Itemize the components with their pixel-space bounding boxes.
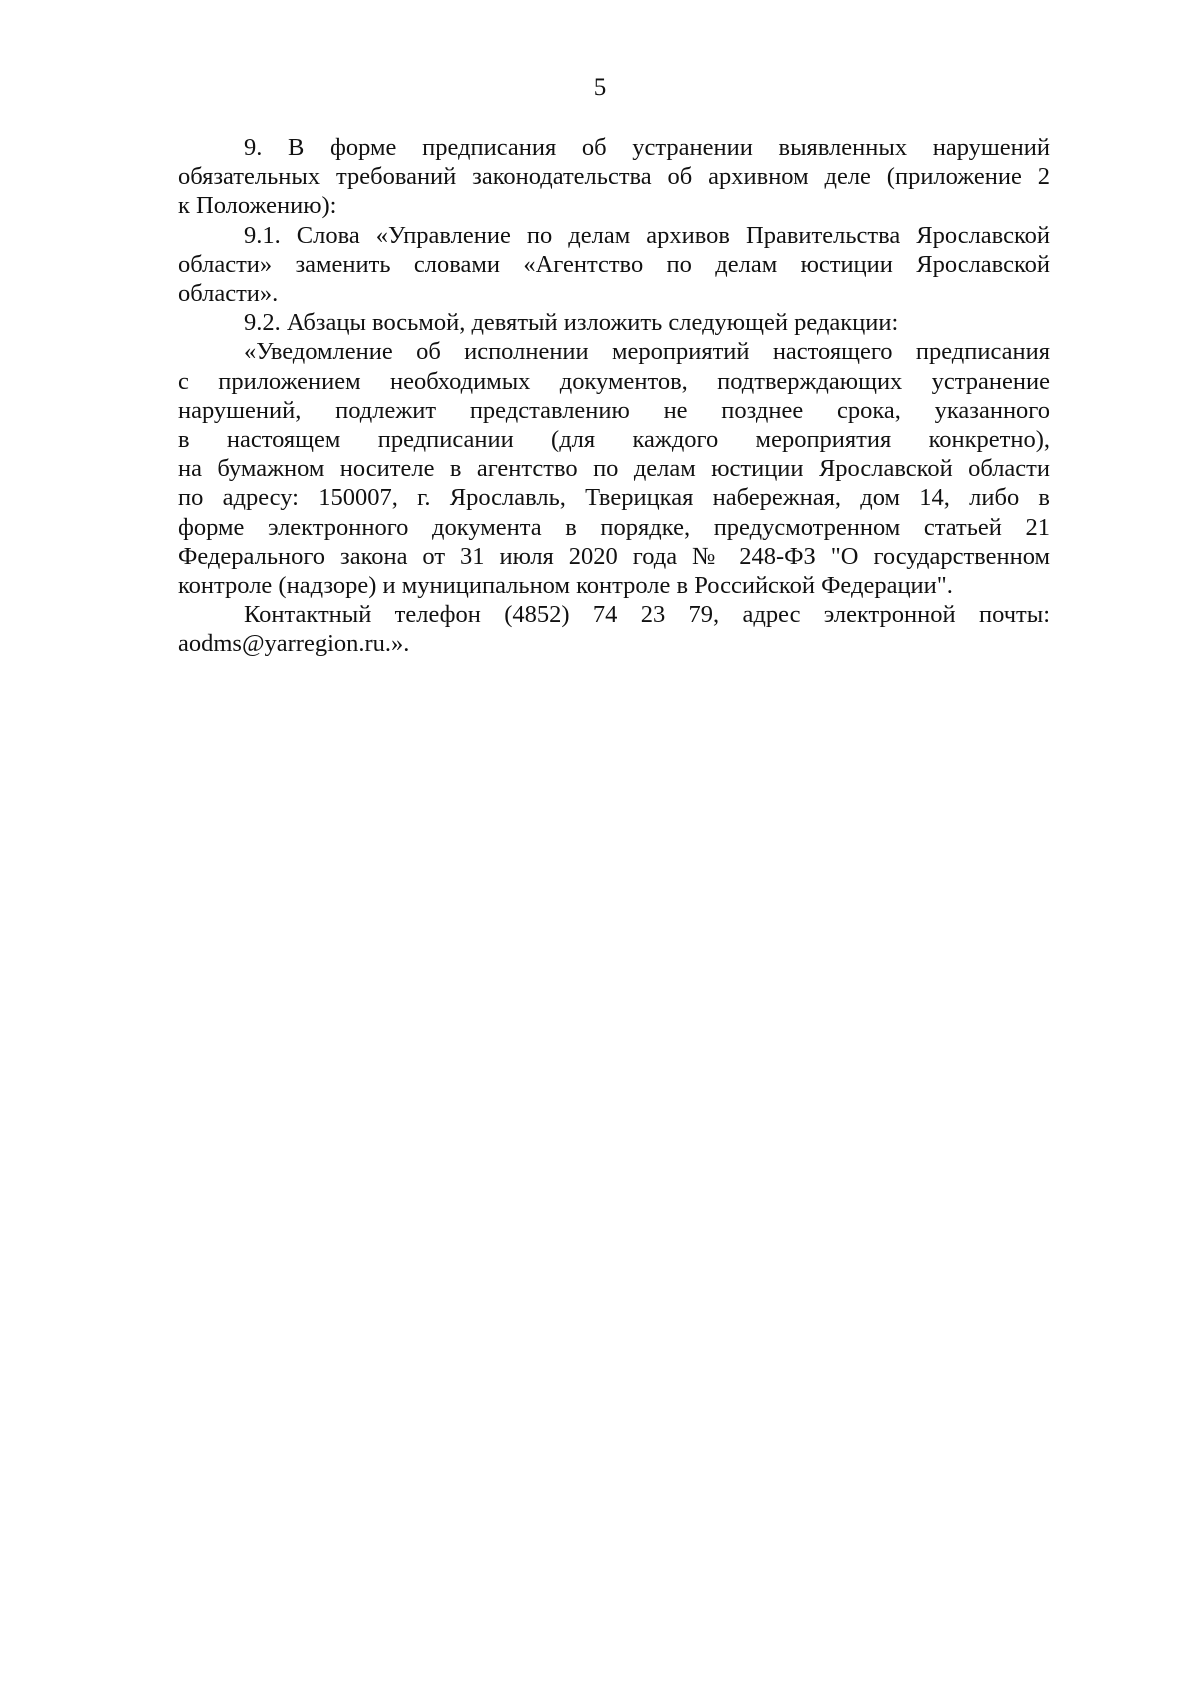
- text-line: aodms@yarregion.ru.».: [178, 630, 410, 658]
- text-line: форме электронного документа в порядке, предусмотренном статьей 21: [178, 513, 1050, 541]
- text-line: на бумажном носителе в агентство по делам юстиции Ярославской области: [178, 455, 1050, 483]
- text-line: с приложением необходимых документов, подтверждающих устранение: [178, 367, 1050, 395]
- text-line: 9. В форме предписания об устранении выявленных нарушений: [244, 134, 1050, 161]
- text-line: области».: [178, 280, 279, 308]
- text-line: контроле (надзоре) и муниципальном контроле в Российской Федерации".: [178, 572, 953, 600]
- paragraph: [178, 308, 1050, 337]
- text-line: по адресу: 150007, г. Ярославль, Тверицкая набережная, дом 14, либо в: [178, 484, 1050, 512]
- text-line: 9.2. Абзацы восьмой, девятый изложить следующей редакции:: [244, 309, 899, 337]
- paragraph: [178, 600, 1050, 658]
- page-number: 5: [593, 74, 607, 101]
- document-body: [178, 133, 1050, 659]
- paragraph: [178, 133, 1050, 221]
- text-line: «Уведомление об исполнении мероприятий настоящего предписания: [244, 338, 1050, 366]
- text-line: Контактный телефон (4852) 74 23 79, адрес электронной почты:: [244, 601, 1050, 629]
- text-line: нарушений, подлежит представлению не позднее срока, указанного: [178, 396, 1050, 424]
- paragraph: [178, 221, 1050, 309]
- text-line: в настоящем предписании (для каждого мероприятия конкретно),: [178, 426, 1050, 454]
- text-line: области» заменить словами «Агентство по делам юстиции Ярославской: [178, 250, 1050, 278]
- text-line: 9.1. Слова «Управление по делам архивов Правительства Ярославской: [244, 221, 1050, 249]
- text-line: Федерального закона от 31 июля 2020 года № 248-ФЗ "О государственном: [178, 542, 1050, 570]
- paragraph: [178, 337, 1050, 600]
- text-line: обязательных требований законодательства об архивном деле (приложение 2: [178, 163, 1050, 191]
- text-line: к Положению):: [178, 192, 337, 220]
